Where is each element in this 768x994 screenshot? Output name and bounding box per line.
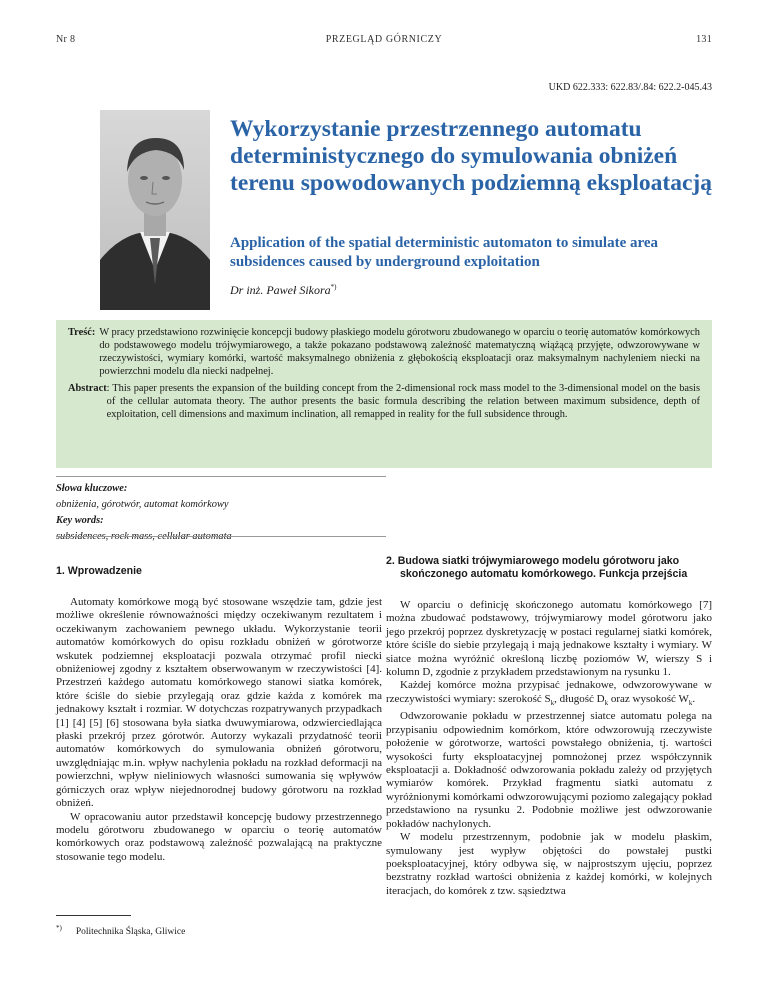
section-2-heading: 2. Budowa siatki trójwymiarowego modelu górotworu jako skończonego automatu komórkowego. Funkcja przejścia — [386, 555, 688, 580]
author-line — [230, 283, 337, 298]
keywords-block — [56, 476, 386, 545]
section-1-paragraph: W opracowaniu autor przedstawił koncepcję budowy przestrzennego modelu górotworu zbudowanego w oparciu o teorię automatów komórkowych oraz podstawową zależność pozwalającą na praktyczne stosowanie tego modelu. — [56, 810, 382, 863]
journal-name: PRZEGLĄD GÓRNICZY — [325, 34, 443, 45]
author-name: Dr inż. Paweł Sikora — [230, 283, 331, 297]
keywords-divider — [56, 536, 386, 537]
left-column — [56, 565, 382, 864]
footnote — [56, 915, 382, 937]
author-photo — [100, 110, 210, 310]
keywords-pl-value: obniżenia, górotwór, automat komórkowy — [56, 499, 229, 510]
keywords-en-label: Key words: — [56, 515, 104, 526]
section-2-paragraph: Odwzorowanie pokładu w przestrzennej siatce automatu polega na przypisaniu odpowiednim komórkom, które odwzorowują rzeczywiste położenie w górotworze, wartości powstałego obniżenia, tj. wartości wysokości furty eksploatacyjnej pomnożonej przez współczynnik eksploatacji a. Dokładność odwzorowania pokładu zależy od przyjętych wymiarów komórek. Przykład fragmentu siatki automatu z wyróżnionymi komórkami odwzorowującymi poziomo zalegający pokład przedstawiono na rysunku 2. Podobnie możliwe jest odwzorowanie pokładów nachylonych. — [386, 710, 712, 830]
abstract-box — [56, 320, 712, 468]
abstract-en-label: Abstract — [68, 383, 107, 394]
footnote-rule — [56, 915, 131, 916]
author-portrait-image — [100, 110, 210, 310]
section-1-heading: 1. Wprowadzenie — [56, 565, 142, 577]
author-footnote-mark: *) — [330, 283, 337, 291]
page-number: 131 — [696, 34, 712, 45]
abstract-pl-label: Treść: — [68, 327, 96, 338]
right-column — [386, 555, 712, 898]
keywords-pl-label: Słowa kluczowe: — [56, 483, 128, 494]
abstract-en-text: : This paper presents the expansion of the building concept from the 2-dimensional rock mass model to the 3-dimensional model on the basis of the cellular automata theory. The author presents the basic formula describing the relation between maximum subsidence, depth of exploitation, cell dimensions and maximum inclination, all remapped in reality for the full subsidence through. — [106, 383, 700, 420]
keywords-en-value: subsidences, rock mass, cellular automata — [56, 531, 232, 542]
footnote-mark: *) — [56, 924, 62, 932]
abstract-pl-text: W pracy przedstawiono rozwinięcie koncepcji budowy płaskiego modelu górotworu zbudowanego w oparciu o teorię automatów komórkowych do podstawowego modelu trójwymiarowego, a także pokazano podstawową zależność matematyczną wiążącą przyjęte, odwzorowywane w rzeczywistości, wymiary komórki, wartość maksymalnego obniżenia z głębokością eksploatacji oraz maksymalnym nachyleniem niecki na powierzchni modelu dla niecki nadpełnej. — [99, 327, 700, 377]
article-title-en: Application of the spatial deterministic automaton to simulate area subsidences caused by underground exploitation — [230, 235, 659, 270]
article-title-pl: Wykorzystanie przestrzennego automatu deterministycznego do symulowania obniżeń terenu spowodowanych podziemną eksploatacją — [230, 116, 713, 196]
abstract-pl — [68, 326, 700, 378]
section-1-paragraph: Automaty komórkowe mogą być stosowane wszędzie tam, gdzie jest możliwe określenie równoważności między oczekiwanym rezultatem i oczekiwanym zachowaniem pewnego układu. Wykorzystanie teorii automatów komórkowych do opisu rozkładu obniżeń w górotworze wskutek podziemnej eksploatacji pozwala otrzymać profil niecki obniżeniowej zgodny z kształtem obserwowanym w rzeczywistości [4]. Przestrzeń każdego automatu komórkowego stanowi siatka komórek, które ściśle do siebie przylegają oraz gdzie każda z komórek ma jednakowy kształt i rozmiar. W dotychczas rozpatrywanych przypadkach [1] [4] [5] [6] stosowana była siatka dwuwymiarowa, odzwierciedlająca płaski przekrój przez górotwór. Autorzy wykazali przydatność teorii automatów komórkowych do symulowania obniżeń górotworu, uwzględniając m.in. wpływ nachylenia pokładu na rozkład deformacji na powierzchni, wpływ nieliniowych własności sumowania się wpływów górniczych oraz wpływ niejednorodnej budowy górotworu na rozkład obniżeń. — [56, 596, 382, 810]
section-2-paragraph: W oparciu o definicję skończonego automatu komórkowego [7] można zbudować podstawowy, trójwymiarowy model górotworu jako jego przekrój poprzez dyskretyzację w postaci regularnej siatki komórek, które ściśle do siebie przylegają i mają jednakowe kształty i wymiary. W siatce można wyróżnić określoną liczbę poziomów W, wierszy S i kolumn D, zgodnie z przykładem przedstawionym na rysunku 1. — [386, 599, 712, 679]
issue-number: Nr 8 — [56, 34, 76, 45]
udk-code: UKD 622.333: 622.83/.84: 622.2-045.43 — [548, 82, 712, 93]
section-2-paragraph: W modelu przestrzennym, podobnie jak w modelu płaskim, symulowany jest wypływ objętości do powstałej pustki poeksploatacyjnej, który odbywa się, w najprostszym ujęciu, poprzez bezstratny rozkład wartości obniżenia z każdej komórki, w kolejnych iteracjach, do komórek z tzw. sąsiedztwa — [386, 831, 712, 897]
abstract-en — [68, 382, 700, 421]
footnote-text: Politechnika Śląska, Gliwice — [75, 927, 186, 938]
section-2-paragraph: Każdej komórce można przypisać jednakowe, odwzorowywane w rzeczywistości wymiary: szerokość $S_k$, długość $D_k$ oraz wysokość $W_k$. — [386, 679, 712, 708]
